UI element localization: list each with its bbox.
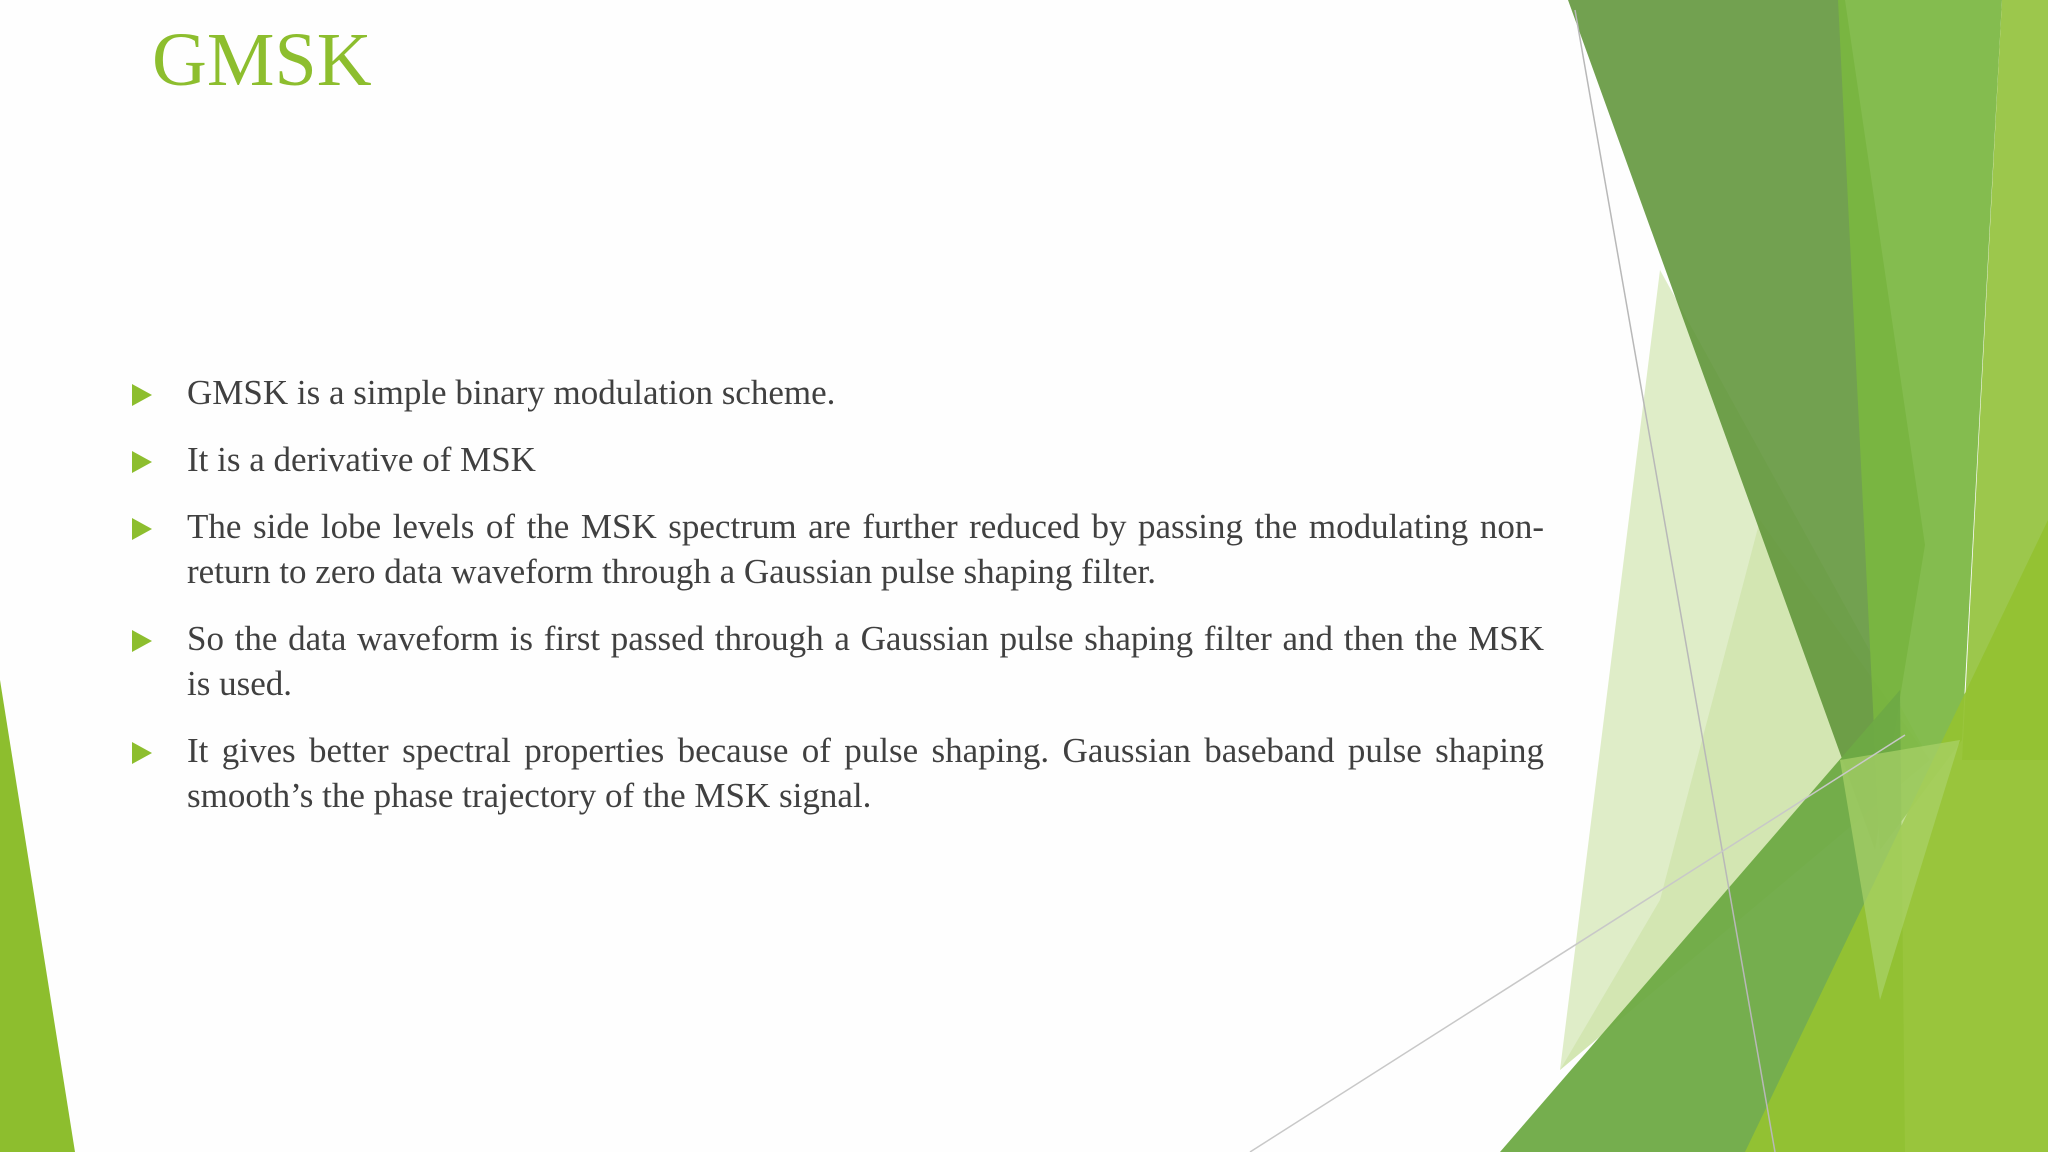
bullet-item [130,728,1544,818]
bullet-triangle-icon [132,630,152,652]
left-green-sliver [0,680,75,1152]
slide-title: GMSK [152,18,372,102]
bullet-text: So the data waveform is first passed through a Gaussian pulse shaping filter and then the MSK is used. [187,619,1544,703]
bullet-triangle-icon [132,384,152,406]
bullet-item [130,616,1544,706]
bullet-text: It gives better spectral properties because of pulse shaping. Gaussian baseband pulse shaping smooth’s the phase trajectory of the MSK signal. [187,731,1544,815]
bullet-text: The side lobe levels of the MSK spectrum are further reduced by passing the modulating non-return to zero data waveform through a Gaussian pulse shaping filter. [187,507,1544,591]
bullet-item [130,437,1544,482]
bullet-item [130,504,1544,594]
bullet-list [130,370,1544,840]
bullet-item [130,370,1544,415]
bullet-triangle-icon [132,518,152,540]
bullet-text: GMSK is a simple binary modulation scheme. [187,373,836,412]
bullet-triangle-icon [132,451,152,473]
bullet-triangle-icon [132,742,152,764]
bullet-text: It is a derivative of MSK [187,440,536,479]
